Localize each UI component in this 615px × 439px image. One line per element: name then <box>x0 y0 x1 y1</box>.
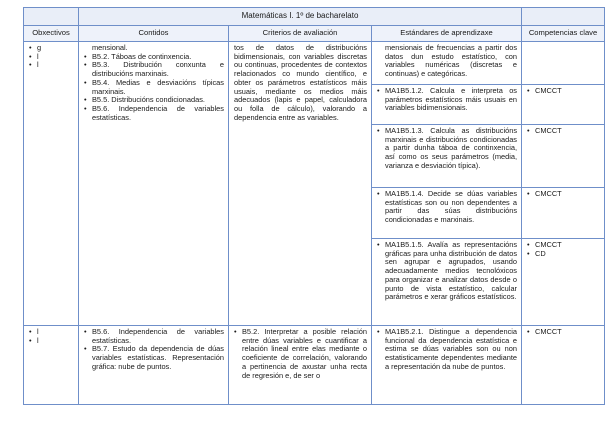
title-spacer-cell <box>24 8 79 26</box>
table-title: Matemáticas I. 1º de bacharelato <box>79 8 522 26</box>
header-objectives: Obxectivos <box>24 26 79 42</box>
standard-continuation: mensionais de frecuencias a partir dos datos dun estudo estatístico, con variables numéricas (discretas e continuas) e categóricas. <box>385 43 518 79</box>
objective-item: • l <box>29 61 74 70</box>
row2-objectives-cell <box>24 326 79 405</box>
row1-objectives-cell <box>24 42 79 326</box>
competence-block <box>522 239 604 325</box>
content-item: • B5.6. Independencia de variables estatísticas. <box>84 105 224 122</box>
competence-block <box>522 42 604 85</box>
standard-block <box>372 125 521 188</box>
standard-block <box>372 239 521 325</box>
objective-item: • l <box>29 53 74 62</box>
row2-competences-cell <box>522 326 605 405</box>
standard-block <box>372 85 521 125</box>
content-item: • B5.4. Medias e desviacións típicas marxinais. <box>84 79 224 96</box>
row2-standards-cell <box>372 326 522 405</box>
competence-item: • CMCCT <box>527 127 600 136</box>
criteria-text: tos de datos de distribucións bidimensionais, con variables discretas ou continuas, procedentes de contextos relacionados co mundo científico, e obter os parámetros estatísticos máis usuais, mediante os medios máis adecuados (lapis e papel, calculadora ou folla de cálculo), valorando a dependencia entre as variables. <box>234 43 367 122</box>
header-criteria: Criterios de avaliación <box>229 26 372 42</box>
header-contents: Contidos <box>79 26 229 42</box>
competence-item: • CMCCT <box>527 87 600 96</box>
content-item: • B5.7. Estudo da dependencia de dúas variables estatísticas. Representación gráfica: nube de puntos. <box>84 345 224 371</box>
row1-competences-cell <box>522 42 605 326</box>
row1-standards-cell <box>372 42 522 326</box>
competence-item: • CMCCT <box>527 241 600 250</box>
standard-item: • MA1B5.1.2. Calcula e interpreta os parámetros estatísticos máis usuais en variables bidimensionais. <box>377 87 517 113</box>
competence-block <box>522 188 604 239</box>
competence-block <box>522 85 604 125</box>
content-item: • B5.6. Independencia de variables estatísticas. <box>84 328 224 345</box>
title-spacer-cell-right <box>522 8 605 26</box>
objective-item: • l <box>29 328 74 337</box>
criteria-item: • B5.2. Interpretar a posible relación entre dúas variables e cuantificar a relación lineal entre elas mediante o coeficiente de correlación, valorando a pertinencia de axustar unha recta de regresión e, de ser o <box>234 328 367 380</box>
row1-criteria-cell <box>229 42 372 326</box>
contents-continuation: mensional. <box>92 43 128 52</box>
header-competences: Competencias clave <box>522 26 605 42</box>
standard-item: • MA1B5.2.1. Distingue a dependencia funcional da dependencia estatística e estima se dúas variables son ou non estatisticamente dependentes mediante a representación da nube de puntos. <box>377 328 517 372</box>
standard-block <box>372 188 521 239</box>
content-item: • B5.5. Distribucións condicionadas. <box>84 96 224 105</box>
content-item: • B5.2. Táboas de continxencia. <box>84 53 224 62</box>
competence-item: • CMCCT <box>527 328 600 337</box>
objective-item: • g <box>29 44 74 53</box>
competence-item: • CMCCT <box>527 190 600 199</box>
competence-block <box>522 125 604 188</box>
standard-block <box>372 42 521 85</box>
row2-contents-cell <box>79 326 229 405</box>
standard-item: • MA1B5.1.3. Calcula as distribucións marxinais e distribucións condicionadas a partir dunha táboa de continxencia, así como os seus parámetros (media, varianza e desviación típica). <box>377 127 517 171</box>
standard-item: • MA1B5.1.5. Avalía as representacións gráficas para unha distribución de datos sen agrupar e agrupados, usando adecuadamente medios tecnolóxicos para organizar e analizar datos desde o punto de vista estatístico, calcular parámetros e xerar gráficos estatísticos. <box>377 241 517 302</box>
row2-criteria-cell <box>229 326 372 405</box>
curriculum-table <box>23 7 605 405</box>
header-standards: Estándares de aprendizaxe <box>372 26 522 42</box>
row1-contents-cell <box>79 42 229 326</box>
content-item: • B5.3. Distribución conxunta e distribucións marxinais. <box>84 61 224 78</box>
standard-item: • MA1B5.1.4. Decide se dúas variables estatísticas son ou non dependentes a partir das súas distribucións condicionadas e marxinais. <box>377 190 517 225</box>
objective-item: • l <box>29 337 74 346</box>
competence-item: • CD <box>527 250 600 259</box>
